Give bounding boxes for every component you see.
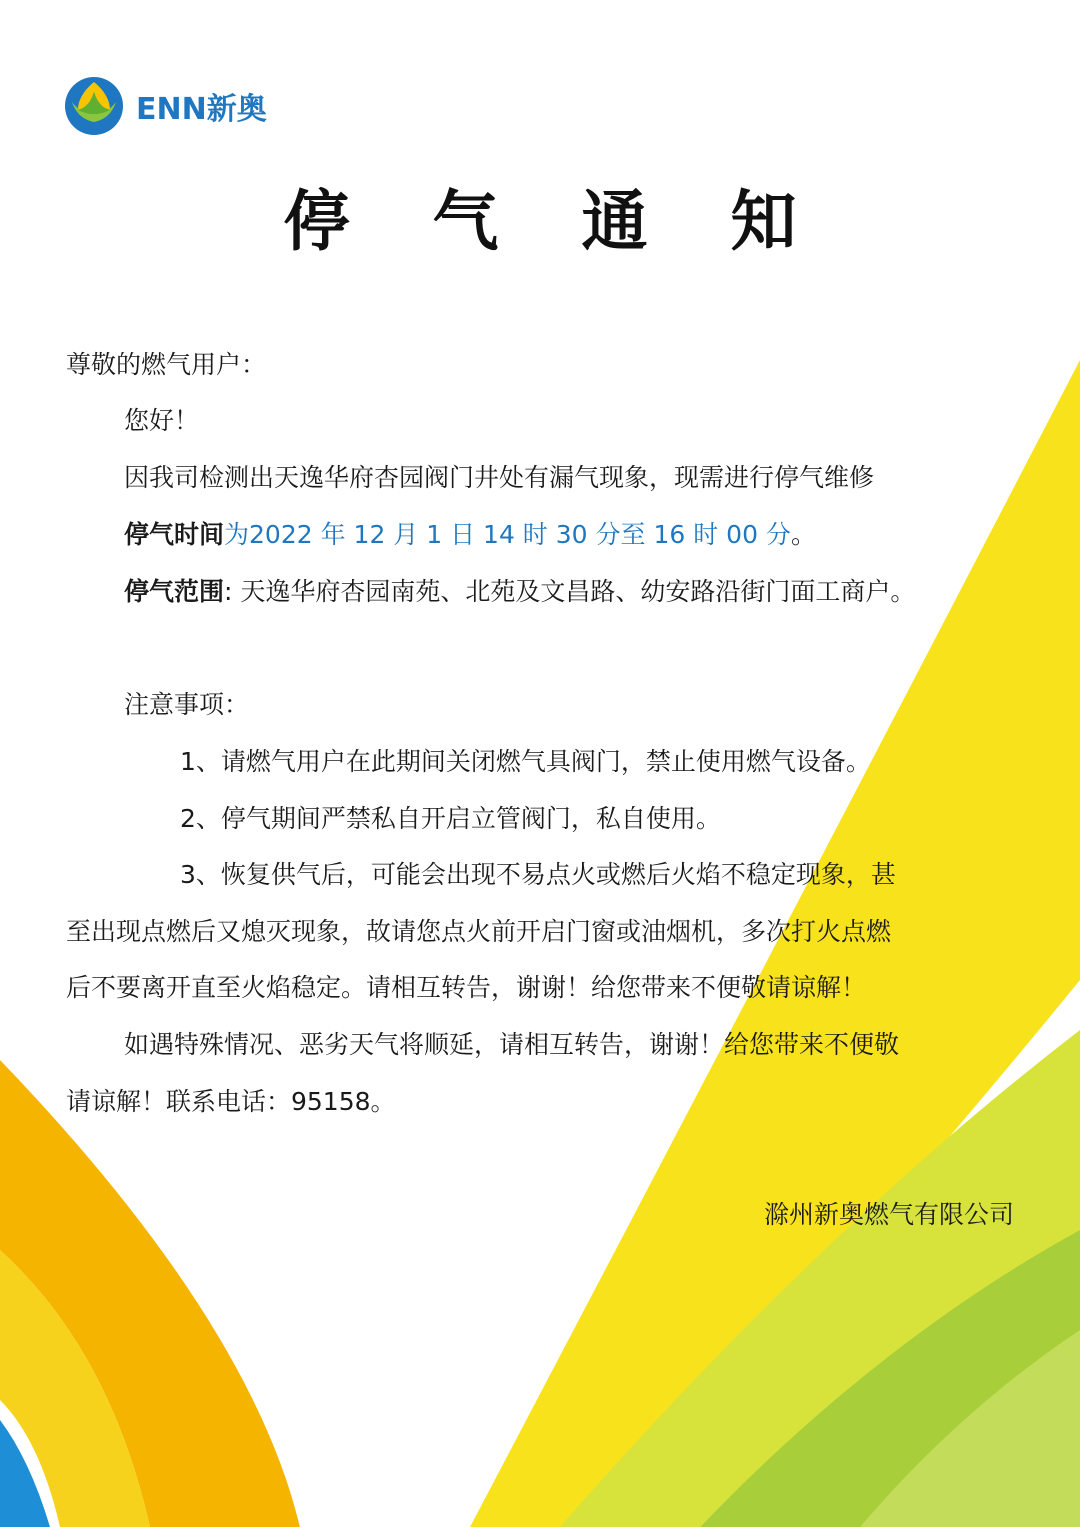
closing-text-continued: 请谅解！联系电话：95158。 (66, 1087, 396, 1116)
greeting: 尊敬的燃气用户： (66, 350, 267, 379)
note-item: 3、恢复供气后，可能会出现不易点火或燃后火焰不稳定现象，甚 (180, 860, 896, 889)
note-item: 1、请燃气用户在此期间关闭燃气具阀门，禁止使用燃气设备。 (180, 747, 871, 776)
outage-time-prefix: 为 (224, 520, 250, 549)
reason-text: 因我司检测出天逸华府杏园阀门井处有漏气现象，现需进行停气维修 (124, 463, 875, 492)
signature: 滁州新奥燃气有限公司 (763, 1200, 1014, 1229)
hello: 您好！ (124, 406, 200, 435)
closing-text: 如遇特殊情况、恶劣天气将顺延，请相互转告，谢谢！给您带来不便敬 (124, 1030, 900, 1059)
outage-scope-text: : 天逸华府杏园南苑、北苑及文昌路、幼安路沿街门面工商户。 (224, 577, 916, 606)
outage-scope-label: 停气范围 (124, 577, 225, 606)
enn-logo-icon (64, 76, 124, 136)
outage-time-label: 停气时间 (124, 520, 225, 549)
outage-scope (124, 575, 915, 609)
outage-time-suffix: 。 (790, 520, 816, 549)
note-item-continued: 至出现点燃后又熄灭现象，故请您点火前开启门窗或油烟机，多次打火点燃 (66, 917, 892, 946)
logo-text: ENN新奥 (136, 92, 267, 127)
outage-time (124, 518, 816, 552)
note-item: 2、停气期间严禁私自开启立管阀门，私自使用。 (180, 804, 721, 833)
note-item-continued: 后不要离开直至火焰稳定。请相互转告，谢谢！给您带来不便敬请谅解！ (66, 973, 867, 1002)
notes-title: 注意事项： (124, 690, 250, 719)
page-title: 停 气 通 知 (283, 183, 827, 260)
outage-time-value: 2022 年 12 月 1 日 14 时 30 分至 16 时 00 分 (249, 520, 791, 549)
logo (64, 76, 267, 136)
